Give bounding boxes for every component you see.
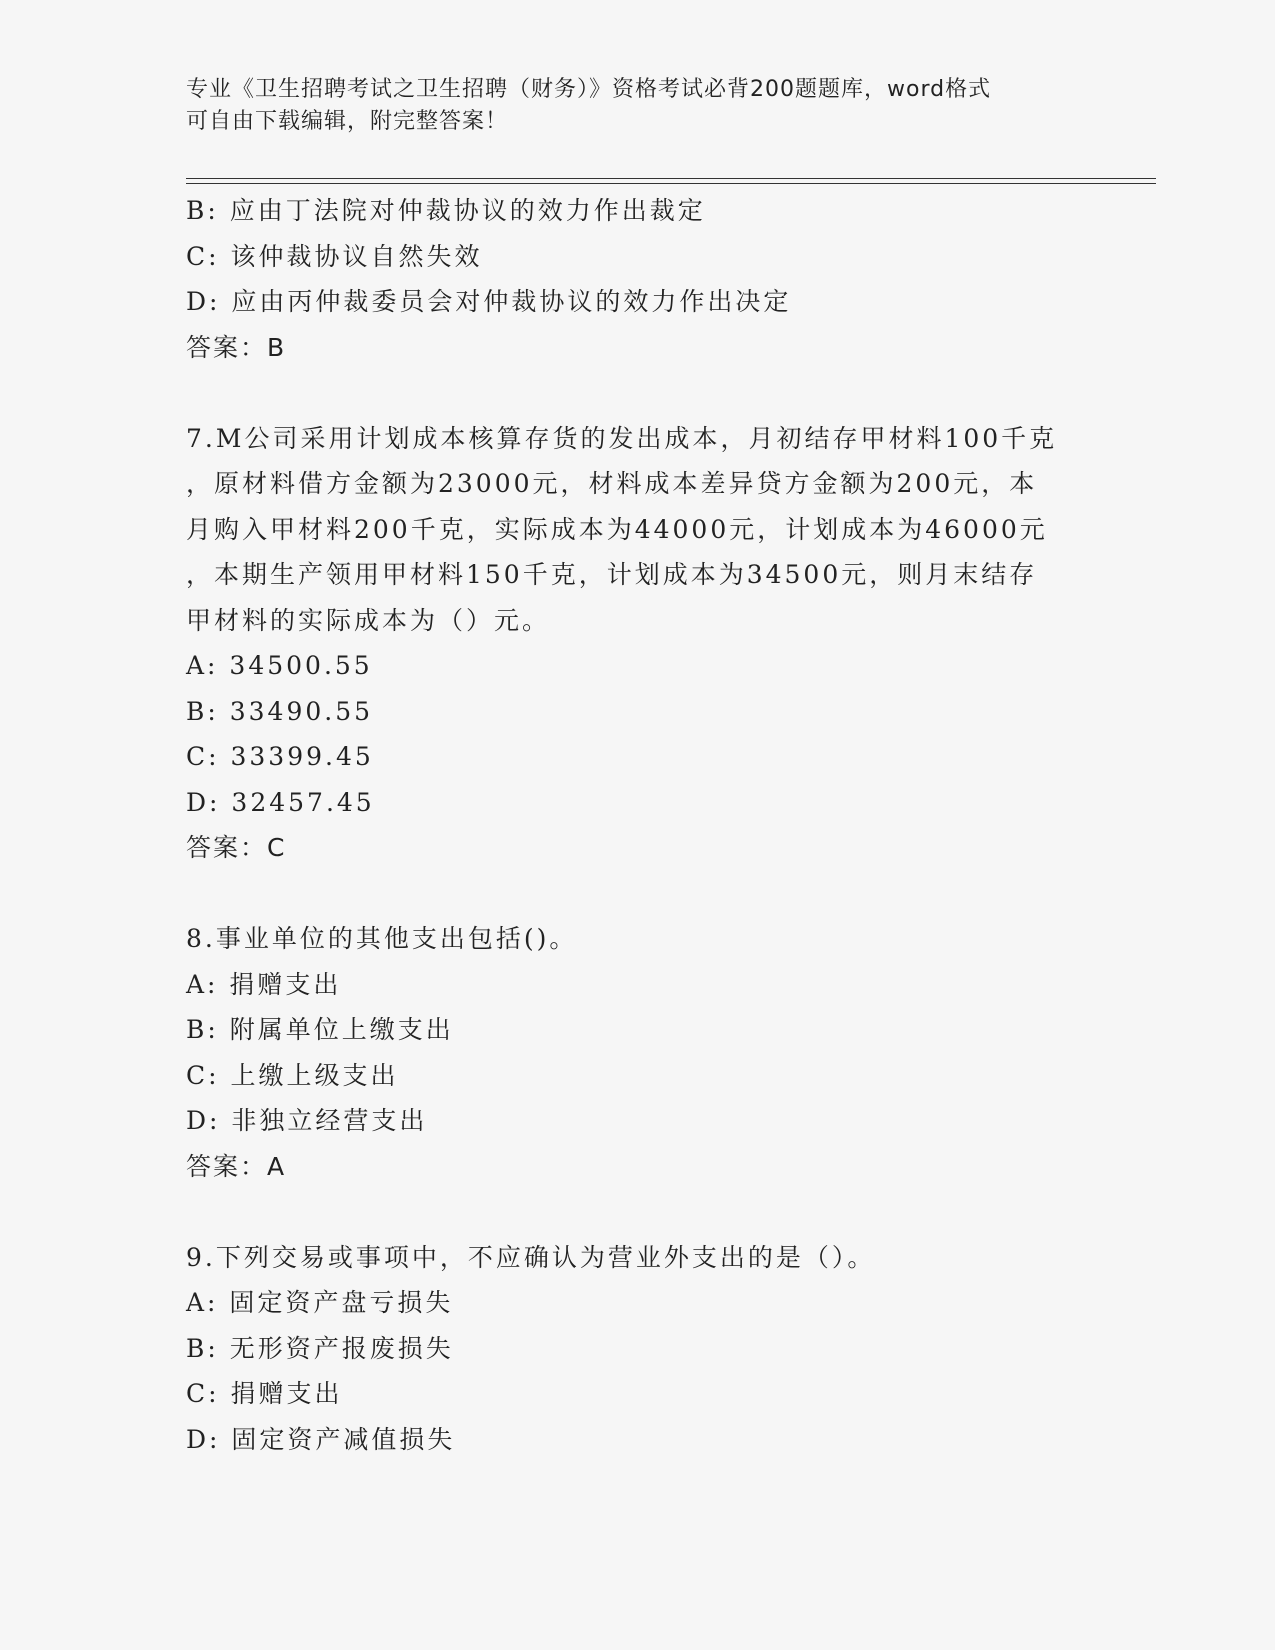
question-6-answer: 答案：B bbox=[186, 332, 287, 362]
question-7-option-d: D: 32457.45 bbox=[186, 787, 375, 817]
question-9-stem: 9.下列交易或事项中，不应确认为营业外支出的是（）。 bbox=[186, 1242, 876, 1272]
question-7-stem-line-5: 甲材料的实际成本为（）元。 bbox=[186, 605, 551, 635]
document-header bbox=[186, 74, 1086, 138]
question-8-answer: 答案：A bbox=[186, 1151, 287, 1181]
question-8-stem: 8.事业单位的其他支出包括()。 bbox=[186, 924, 578, 953]
question-8-option-b: B: 附属单位上缴支出 bbox=[186, 1015, 454, 1044]
question-8-block bbox=[186, 916, 1086, 1189]
question-8-option-d: D: 非独立经营支出 bbox=[186, 1106, 428, 1135]
question-spacer bbox=[186, 370, 1086, 416]
header-divider-top bbox=[186, 178, 1156, 179]
question-7-option-a: A: 34500.55 bbox=[186, 651, 373, 680]
question-6-option-b: B: 应由丁法院对仲裁协议的效力作出裁定 bbox=[186, 196, 706, 225]
question-7-stem-line-2: ，原材料借方金额为23000元，材料成本差异贷方金额为200元，本 bbox=[186, 469, 1038, 498]
header-title-line-2: 可自由下载编辑，附完整答案！ bbox=[186, 109, 509, 134]
question-7-option-b: B: 33490.55 bbox=[186, 696, 374, 726]
question-9-option-b: B: 无形资产报废损失 bbox=[186, 1333, 454, 1363]
header-title-line-1: 专业《卫生招聘考试之卫生招聘（财务）》资格考试必背200题题库，word格式 bbox=[186, 77, 992, 102]
question-spacer bbox=[186, 871, 1086, 917]
question-6-option-c: C: 该仲裁协议自然失效 bbox=[186, 241, 483, 271]
question-7-stem-line-1: 7.M公司采用计划成本核算存货的发出成本，月初结存甲材料100千克 bbox=[186, 423, 1058, 453]
question-6-option-d: D: 应由丙仲裁委员会对仲裁协议的效力作出决定 bbox=[186, 287, 792, 316]
header-divider-bottom bbox=[186, 183, 1156, 184]
question-8-option-a: A: 捐赠支出 bbox=[186, 969, 342, 999]
question-9-option-d: D: 固定资产减值损失 bbox=[186, 1424, 456, 1454]
question-7-stem-line-3: 月购入甲材料200千克，实际成本为44000元，计划成本为46000元 bbox=[186, 514, 1048, 544]
question-9-option-c: C: 捐赠支出 bbox=[186, 1379, 343, 1408]
question-7-stem-line-4: ，本期生产领用甲材料150千克，计划成本为34500元，则月末结存 bbox=[186, 560, 1038, 589]
question-8-option-c: C: 上缴上级支出 bbox=[186, 1060, 399, 1090]
question-9-option-a: A: 固定资产盘亏损失 bbox=[186, 1288, 454, 1317]
question-7-answer: 答案：C bbox=[186, 833, 287, 862]
question-7-option-c: C: 33399.45 bbox=[186, 742, 374, 771]
question-9-block bbox=[186, 1235, 1086, 1463]
question-7-block bbox=[186, 416, 1086, 871]
question-content bbox=[186, 188, 1086, 1462]
question-6-block bbox=[186, 188, 1086, 370]
question-spacer bbox=[186, 1189, 1086, 1235]
